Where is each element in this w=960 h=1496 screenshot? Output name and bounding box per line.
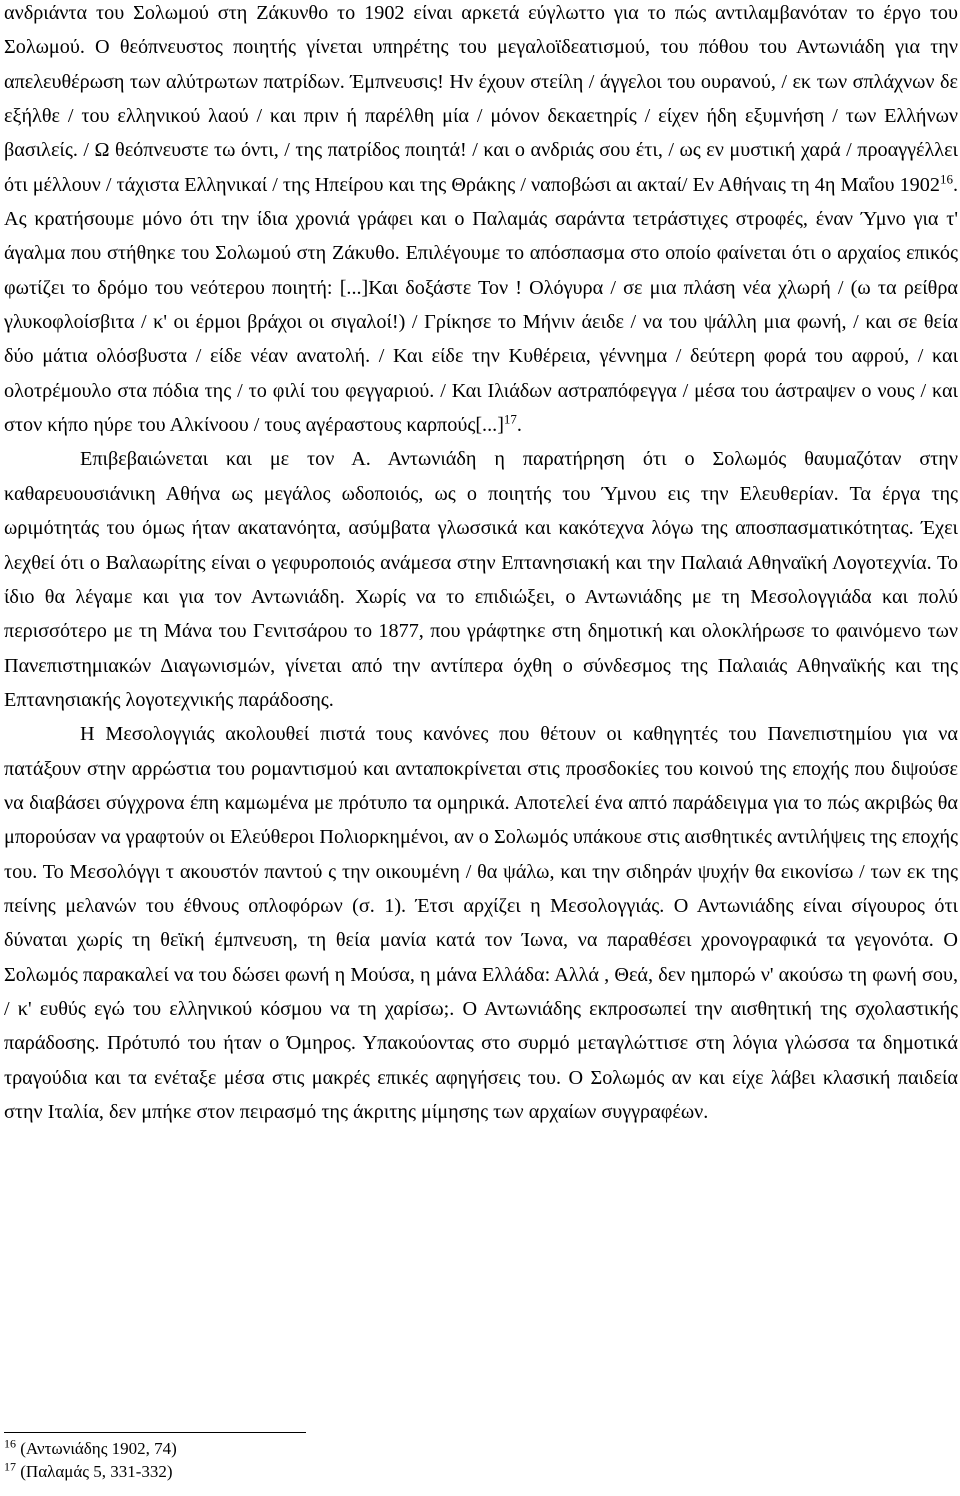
body-text — [4, 0, 958, 1129]
footnote-separator — [4, 1432, 306, 1433]
footnote-ref-16[interactable]: 16 — [939, 170, 953, 186]
paragraph-1-part-2: . Ας κρατήσουμε μόνο ότι την ίδια χρονιά γράφει και ο Παλαμάς σαράντα τετράστιχες στροφές, έναν Ύμνο για τ' άγαλμα που στήθηκε του Σολωμού στη Ζάκυθο. Επιλέγουμε το απόσπασμα στο οποίο φαίνεται ότι ο αρχαίος επικός φωτίζει το δρόμο του νεότερου ποιητή: [...]Και δοξάστε Τον ! Ολόγυρα / σε μια πλάση νέα χλωρή / (ω τα ρείθρα γλυκοφλοίσβιτα / κ' οι έρμοι βράχοι οι σιγαλοί!) / Γρίκησε το Μήνιν άειδε / να του ψάλλη μια φωνή, / και σε θεία δύο μάτια ολόσβυστα / είδε νέαν ανατολή. / Και είδε την Κυθέρεια, γέννημα / δεύτερη φορά του αφρού, / και ολοτρέμουλο στα πόδια της / το φιλί του φεγγαριού. / Και Ιλιάδων αστραπόφεγγα / μέσα του άστραψεν ο νους / και στον κήπο ηύρε του Αλκίνοου / τους αγέραστους καρπούς[...] — [4, 173, 958, 437]
footnote-number: 16 — [4, 1436, 16, 1451]
paragraph-1-part-1: ανδριάντα του Σολωμού στη Ζάκυνθο το 1902 είναι αρκετά εύγλωττο για το πώς αντιλαμβανόταν το έργο του Σολωμού. Ο θεόπνευστος ποιητής γίνεται υπηρέτης του μεγαλοϊδεατισμού, του πόθου του Αντωνιάδη για την απελευθέρωση των αλύτρωτων πατρίδων. Έμπνευσις! Ην έχουν στείλη / άγγελοι του ουρανού, / εκ των σπλάχνων δε εξήλθε / του ελληνικού λαού / και πριν ή παρέλθη μία / μόνον δεκαετηρίς / είχεν ήδη εξυμνήση / των Ελλήνων βασιλείς. / Ω θεόπνευστε τω όντι, / της πατρίδος ποιητά! / και ο ανδριάς σου έτι, / ως εν μυστική χαρά / προαγγέλλει ότι μέλλουν / τάχιστα Ελληνικαί / της Ηπείρου και της Θράκης / ναποβώσι αι ακταί/ Εν Αθήναις τη 4η Μαΐου 1902 — [4, 2, 958, 196]
footnote-number: 17 — [4, 1459, 16, 1474]
footnote-ref-17[interactable]: 17 — [503, 411, 517, 427]
footnotes — [4, 1437, 958, 1483]
paragraph-1-part-3: . — [516, 414, 522, 437]
footnote-text: (Παλαμάς 5, 331-332) — [20, 1462, 173, 1481]
footnote-text: (Αντωνιάδης 1902, 74) — [20, 1439, 177, 1458]
paragraph-3: Η Μεσολογγιάς ακολουθεί πιστά τους κανόνες που θέτουν οι καθηγητές του Πανεπιστημίου για να πατάξουν στην αρρώστια του ρομαντισμού και ανταποκρίνεται στις προσδοκίες του κοινού της εποχής που διψούσε να διαβάσει σύγχρονα έπη καμωμένα με πρότυπο τα ομηρικά. Αποτελεί ένα απτό παράδειγμα για το πώς ακριβώς θα μπορούσαν να γραφτούν οι Ελεύθεροι Πολιορκημένοι, αν ο Σολωμός υπάκουε στις αισθητικές αντιλήψεις της εποχής του. Το Μεσολόγγι τ ακουστόν παντού ς την οικουμένη / θα ψάλω, και την σιδηράν ψυχήν θα εικονίσω / των εκ της πείνης μελανών του έθνους οπλοφόρων (σ. 1). Έτσι αρχίζει η Μεσολογγιάς. Ο Αντωνιάδης είναι σίγουρος ότι δύναται χωρίς τη θεϊκή έμπνευση, τη θεία μανία κατά τον Ίωνα, να παραθέσει χρονογραφικά τα γεγονότα. Ο Σολωμός παρακαλεί να του δώσει φωνή η Μούσα, η μάνα Ελλάδα: Αλλά , Θεά, δεν ημπορώ ν' ακούσω τη φωνή σου, / κ' ευθύς εγώ του ελληνικού κόσμου να τη χαρίσω;. Ο Αντωνιάδης εκπροσωπεί την αισθητική της σχολαστικής παράδοσης. Πρότυπό του ήταν ο Όμηρος. Υπακούοντας στο συρμό μεταγλώττισε στη λόγια γλώσσα τα δημοτικά τραγούδια και τα ενέταξε μέσα στις μακρές επικές αφηγήσεις του. Ο Σολωμός αν και είχε λάβει κλασική παιδεία στην Ιταλία, δεν μπήκε στον πειρασμό της άκριτης μίμησης των αρχαίων συγγραφέων. — [4, 723, 958, 1123]
footnote-17 — [4, 1460, 958, 1483]
paragraph-1 — [4, 0, 958, 442]
footnote-16 — [4, 1437, 958, 1460]
paragraph-2: Επιβεβαιώνεται και με τον Α. Αντωνιάδη η παρατήρηση ότι ο Σολωμός θαυμαζόταν στην καθαρευουσιάνικη Αθήνα ως μεγάλος ωδοποιός, ως ο ποιητής του Ύμνου εις την Ελευθερίαν. Τα έργα της ωριμότητάς του όμως ήταν ακατανόητα, ασύμβατα γλωσσικά και κακότεχνα λόγω της αποσπασματικότητας. Έχει λεχθεί ότι ο Βαλαωρίτης είναι ο γεφυροποιός ανάμεσα στην Επτανησιακή και την Παλαιά Αθηναϊκή Λογοτεχνία. Το ίδιο θα λέγαμε και για τον Αντωνιάδη. Χωρίς να το επιδιώξει, ο Αντωνιάδης με τη Μεσολογγιάδα και πολύ περισσότερο με τη Μάνα του Γενιτσάρου το 1877, που γράφτηκε στη δημοτική και ολοκλήρωσε το φαινόμενο των Πανεπιστημιακών Διαγωνισμών, γίνεται από την αντίπερα όχθη ο σύνδεσμος της Παλαιάς Αθηναϊκής και της Επτανησιακής λογοτεχνικής παράδοσης. — [4, 448, 958, 711]
